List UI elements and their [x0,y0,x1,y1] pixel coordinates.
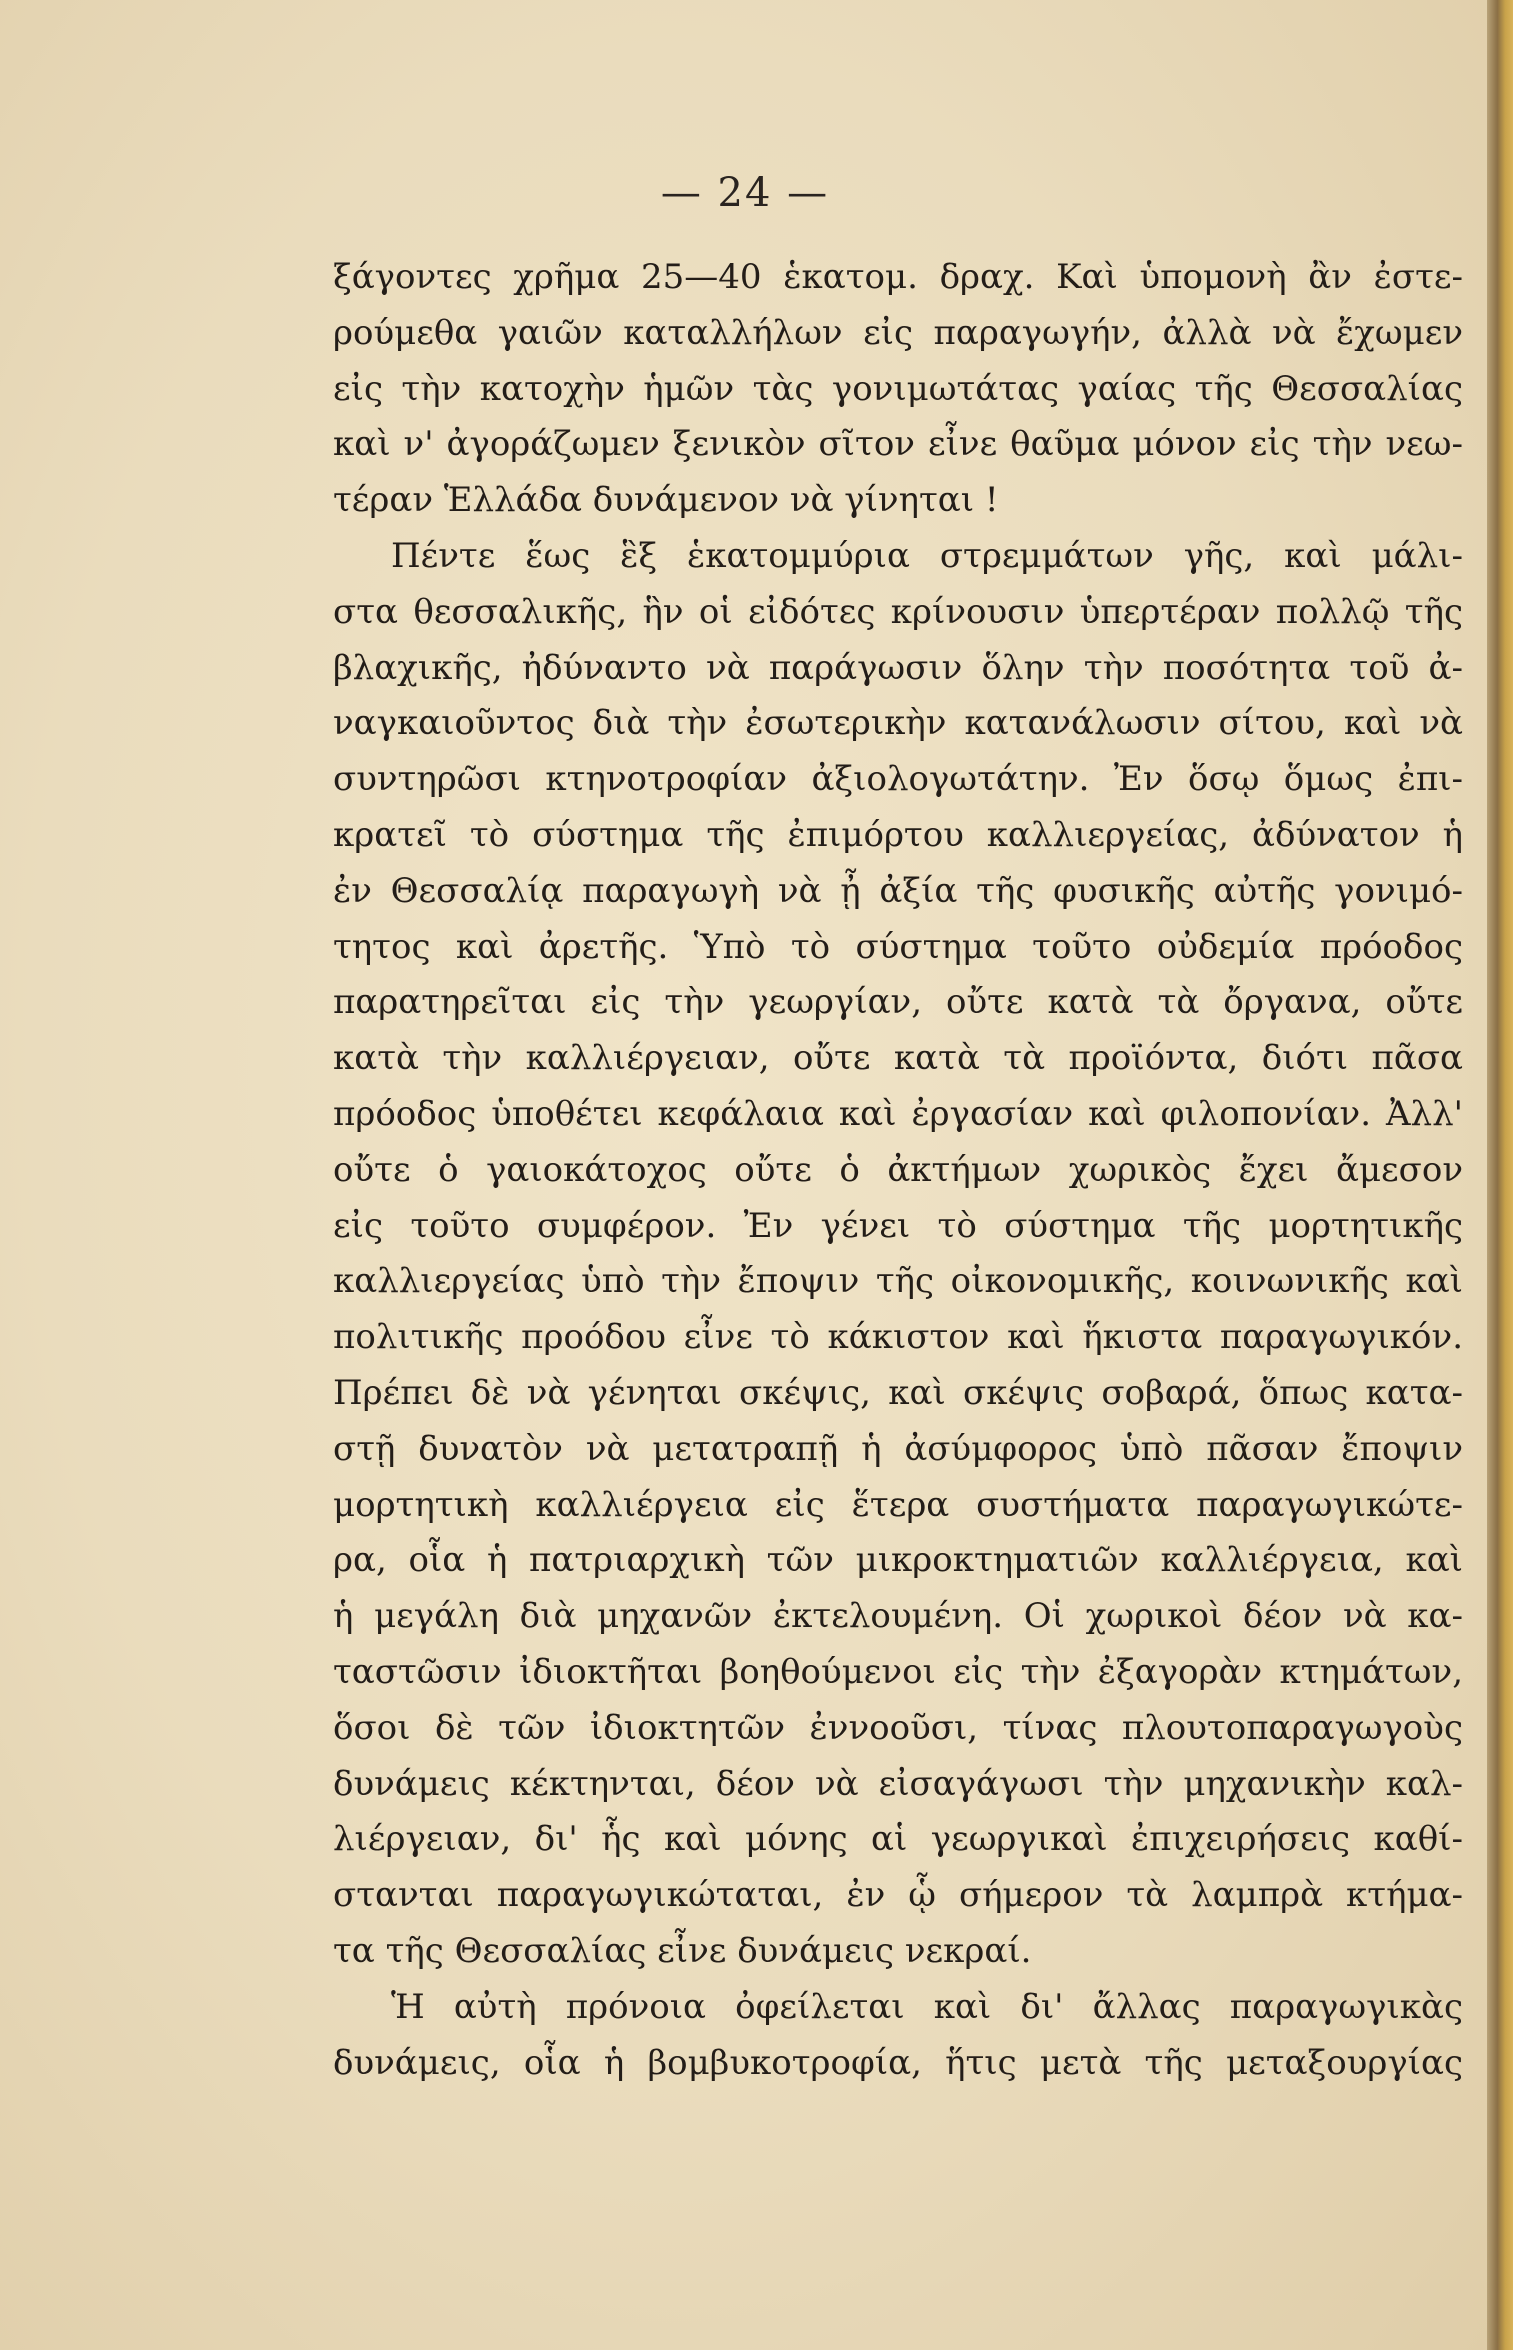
text-line: Πέντε ἕως ἓξ ἑκατομμύρια στρεμμάτων γῆς, καὶ μάλι- [391,535,1463,576]
text-line: ὅσοι δὲ τῶν ἰδιοκτητῶν ἐννοοῦσι, τίνας πλουτοπαραγωγοὺς [333,1707,1463,1748]
text-line: μορτητικὴ καλλιέργεια εἰς ἕτερα συστήματα παραγωγικώτε- [333,1484,1463,1525]
body-text [333,250,1463,2091]
text-line: ταστῶσιν ἰδιοκτῆται βοηθούμενοι εἰς τὴν ἐξαγορὰν κτημάτων, [333,1651,1463,1692]
text-line: εἰς τὴν κατοχὴν ἡμῶν τὰς γονιμωτάτας γαίας τῆς Θεσσαλίας [333,368,1463,409]
text-line: καὶ ν' ἀγοράζωμεν ξενικὸν σῖτον εἶνε θαῦμα μόνον εἰς τὴν νεω- [333,424,1463,465]
text-line: δυνάμεις κέκτηνται, δέον νὰ εἰσαγάγωσι τὴν μηχανικὴν καλ- [333,1763,1463,1804]
text-line: ρούμεθα γαιῶν καταλλήλων εἰς παραγωγήν, ἀλλὰ νὰ ἔχωμεν [333,312,1463,353]
text-line: πολιτικῆς προόδου εἶνε τὸ κάκιστον καὶ ἥκιστα παραγωγικόν. [333,1317,1463,1358]
text-line: τα τῆς Θεσσαλίας εἶνε δυνάμεις νεκραί. [333,1930,1032,1971]
text-line: καλλιεργείας ὑπὸ τὴν ἔποψιν τῆς οἰκονομικῆς, κοινωνικῆς καὶ [333,1261,1463,1302]
text-line: κατὰ τὴν καλλιέργειαν, οὔτε κατὰ τὰ προϊόντα, διότι πᾶσα [333,1038,1463,1079]
text-line: πρόοδος ὑποθέτει κεφάλαια καὶ ἐργασίαν καὶ φιλοπονίαν. Ἀλλ' [333,1093,1463,1134]
text-line: κρατεῖ τὸ σύστημα τῆς ἐπιμόρτου καλλιεργείας, ἀδύνατον ἡ [333,814,1463,855]
text-line: λιέργειαν, δι' ἧς καὶ μόνης αἱ γεωργικαὶ ἐπιχειρήσεις καθί- [333,1819,1463,1860]
text-line: ἐν Θεσσαλίᾳ παραγωγὴ νὰ ᾖ ἀξία τῆς φυσικῆς αὐτῆς γονιμό- [333,870,1463,911]
text-line: ρα, οἷα ἡ πατριαρχικὴ τῶν μικροκτηματιῶν καλλιέργεια, καὶ [333,1540,1463,1581]
book-spine-edge [1487,0,1513,2350]
text-line: παρατηρεῖται εἰς τὴν γεωργίαν, οὔτε κατὰ τὰ ὄργανα, οὔτε [333,982,1463,1023]
text-line: στα θεσσαλικῆς, ἣν οἱ εἰδότες κρίνουσιν ὑπερτέραν πολλῷ τῆς [333,591,1463,632]
text-line: ξάγοντες χρῆμα 25—40 ἑκατομ. δραχ. Καὶ ὑπομονὴ ἂν ἐστε- [333,257,1463,297]
text-line: δυνάμεις, οἷα ἡ βομβυκοτροφία, ἥτις μετὰ τῆς μεταξουργίας [333,2042,1463,2083]
text-line: συντηρῶσι κτηνοτροφίαν ἀξιολογωτάτην. Ἐν ὅσῳ ὅμως ἐπι- [333,759,1463,800]
text-line: τέραν Ἑλλάδα δυνάμενον νὰ γίνηται ! [333,480,999,521]
text-line: Ἡ αὐτὴ πρόνοια ὀφείλεται καὶ δι' ἄλλας παραγωγικὰς [391,1986,1463,2027]
text-line: εἰς τοῦτο συμφέρον. Ἐν γένει τὸ σύστημα τῆς μορτητικῆς [333,1205,1463,1246]
text-line: ναγκαιοῦντος διὰ τὴν ἐσωτερικὴν κατανάλωσιν σίτου, καὶ νὰ [333,703,1463,744]
text-line: τητος καὶ ἀρετῆς. Ὑπὸ τὸ σύστημα τοῦτο οὐδεμία πρόοδος [333,926,1463,967]
page-number: — 24 — [660,170,830,216]
text-line: βλαχικῆς, ἠδύναντο νὰ παράγωσιν ὅλην τὴν ποσότητα τοῦ ἀ- [333,647,1463,688]
text-line: στῇ δυνατὸν νὰ μετατραπῇ ἡ ἀσύμφορος ὑπὸ πᾶσαν ἔποψιν [333,1428,1463,1469]
text-line: ἡ μεγάλη διὰ μηχανῶν ἐκτελουμένη. Οἱ χωρικοὶ δέον νὰ κα- [333,1596,1463,1637]
text-line: στανται παραγωγικώταται, ἐν ᾧ σήμερον τὰ λαμπρὰ κτήμα- [333,1875,1463,1916]
text-line: Πρέπει δὲ νὰ γένηται σκέψις, καὶ σκέψις σοβαρά, ὅπως κατα- [333,1372,1463,1413]
text-line: οὔτε ὁ γαιοκάτοχος οὔτε ὁ ἀκτήμων χωρικὸς ἔχει ἄμεσον [333,1149,1463,1190]
